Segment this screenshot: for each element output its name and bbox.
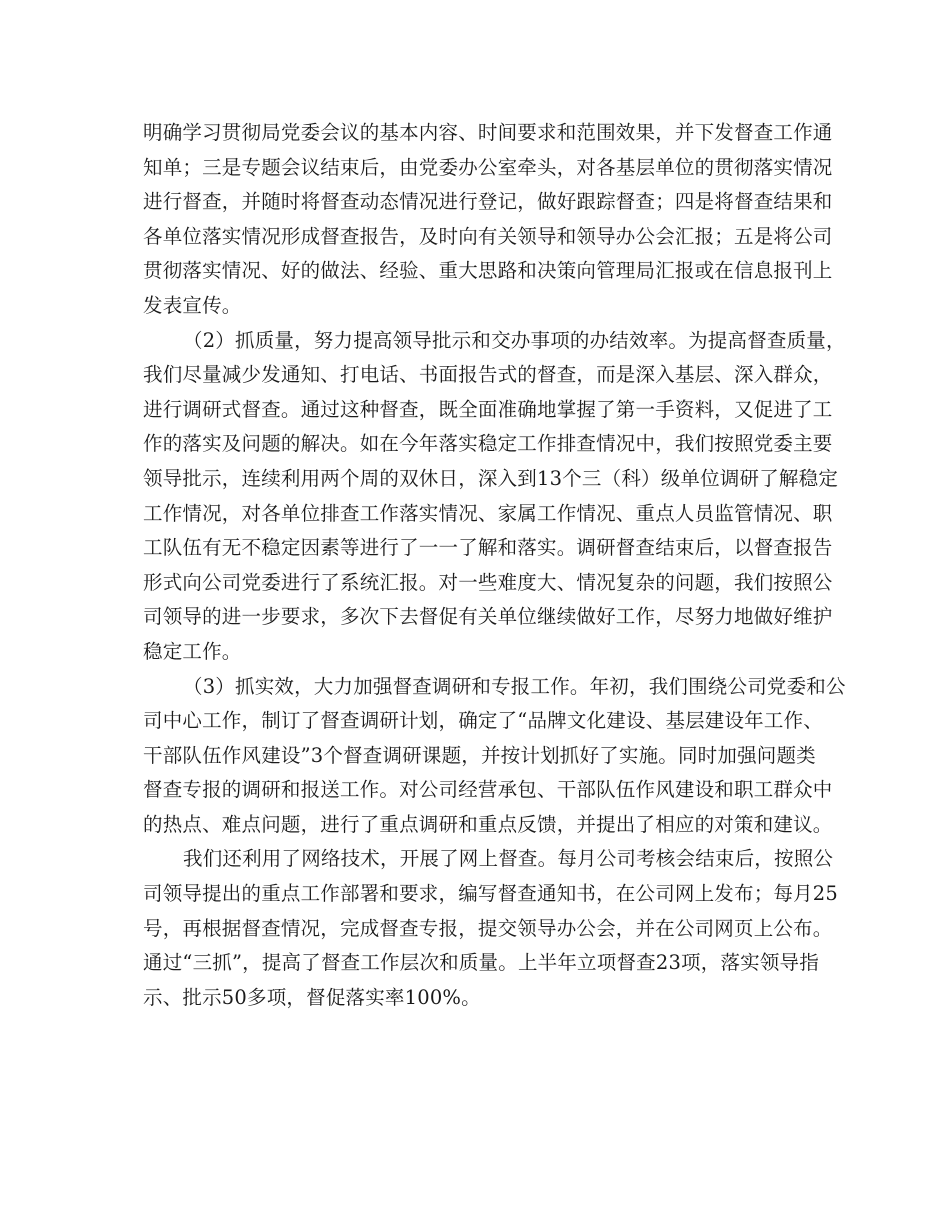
text-line: 示、批示50多项，督促落实率100%。 — [143, 985, 481, 1009]
body-text — [143, 116, 846, 1015]
text-line: 作的落实及问题的解决。如在今年落实稳定工作排查情况中，我们按照党委主要 — [143, 432, 833, 456]
paragraph-first-line: （3）抓实效，大力加强督查调研和专报工作。年初，我们围绕公司党委和公 — [183, 674, 846, 698]
paragraph-first-line: 我们还利用了网络技术，开展了网上督查。每月公司考核会结束后，按照公 — [183, 847, 834, 871]
text-line: 贯彻落实情况、好的做法、经验、重大思路和决策向管理局汇报或在信息报刊上 — [143, 259, 833, 283]
text-line: 领导批示，连续利用两个周的双休日，深入到13个三（科）级单位调研了解稳定 — [143, 466, 839, 490]
text-line: 我们尽量减少发通知、打电话、书面报告式的督查，而是深入基层、深入群众， — [143, 363, 833, 387]
text-line: 司中心工作，制订了督查调研计划，确定了“品牌文化建设、基层建设年工作、 — [143, 709, 823, 733]
text-line: 督查专报的调研和报送工作。对公司经营承包、干部队伍作风建设和职工群众中 — [143, 778, 833, 802]
text-line: 各单位落实情况形成督查报告，及时向有关领导和领导办公会汇报；五是将公司 — [143, 224, 833, 248]
text-line: 通过“三抓”，提高了督查工作层次和质量。上半年立项督查23项，落实领导指 — [143, 951, 819, 975]
text-line: 工作情况，对各单位排查工作落实情况、家属工作情况、重点人员监管情况、职 — [143, 501, 833, 525]
text-line: 司领导提出的重点工作部署和要求，编写督查通知书，在公司网上发布；每月25 — [143, 882, 839, 906]
text-line: 号，再根据督查情况，完成督查专报，提交领导办公会，并在公司网页上公布。 — [143, 916, 833, 940]
text-line: 明确学习贯彻局党委会议的基本内容、时间要求和范围效果，并下发督查工作通 — [143, 121, 833, 144]
text-line: 干部队伍作风建设”3个督查调研课题，并按计划抓好了实施。同时加强问题类 — [143, 743, 816, 767]
paragraph-first-line: （2）抓质量，努力提高领导批示和交办事项的办结效率。为提高督查质量， — [183, 328, 846, 352]
text-line: 司领导的进一步要求，多次下去督促有关单位继续做好工作，尽努力地做好维护 — [143, 605, 833, 629]
text-line: 工队伍有无不稳定因素等进行了一一了解和落实。调研督查结束后，以督查报告 — [143, 536, 833, 560]
text-line: 知单；三是专题会议结束后，由党委办公室牵头，对各基层单位的贯彻落实情况 — [143, 155, 833, 179]
text-line: 形式向公司党委进行了系统汇报。对一些难度大、情况复杂的问题，我们按照公 — [143, 570, 833, 594]
text-line: 发表宣传。 — [143, 293, 242, 317]
text-line: 进行调研式督查。通过这种督查，既全面准确地掌握了第一手资料，又促进了工 — [143, 397, 833, 421]
text-line: 稳定工作。 — [143, 639, 242, 663]
text-line: 的热点、难点问题，进行了重点调研和重点反馈，并提出了相应的对策和建议。 — [143, 812, 833, 836]
text-line: 进行督查，并随时将督查动态情况进行登记，做好跟踪督查；四是将督查结果和 — [143, 190, 833, 214]
